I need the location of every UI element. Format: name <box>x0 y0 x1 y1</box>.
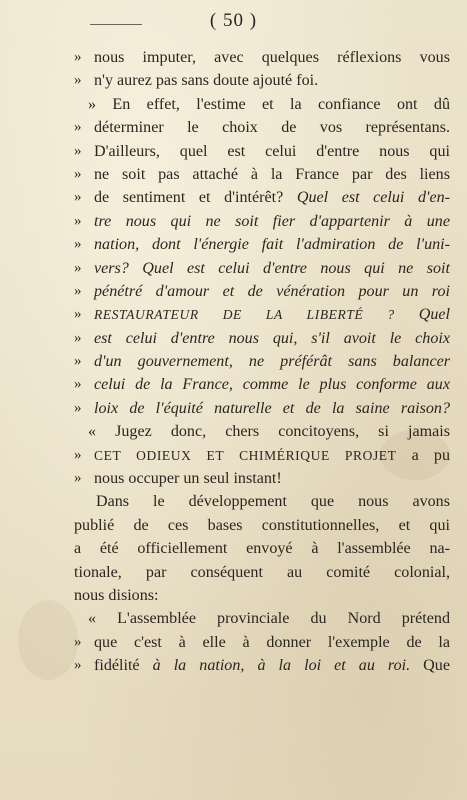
italic-text: loix de l'équité naturelle et de la saine raison? <box>94 399 450 417</box>
text-line <box>74 186 451 209</box>
roman-text: « Jugez donc, chers concitoyens, si jamais <box>88 423 450 441</box>
quote-mark: » <box>74 212 82 229</box>
text-line <box>74 303 450 326</box>
italic-text: RESTAURATEUR DE LA LIBERTÉ ? <box>94 307 419 323</box>
text-line <box>74 584 450 607</box>
roman-text: » En effet, l'estime et la confiance ont dû <box>88 95 450 113</box>
italic-text: tre nous qui ne soit fier d'appartenir à une <box>94 212 450 230</box>
italic-text: d'un gouvernement, ne préférât sans balancer <box>94 353 450 371</box>
quote-mark: » <box>74 72 82 89</box>
text-line <box>74 350 450 373</box>
line-content <box>94 140 450 163</box>
italic-text: nation, dont l'énergie fait l'admiration de l'uni- <box>94 236 450 254</box>
italic-text: est celui d'entre nous qui, s'il avoit le choix <box>94 329 450 347</box>
roman-text: a pu <box>396 446 450 464</box>
quote-mark: » <box>74 119 82 136</box>
quote-mark: » <box>74 446 82 463</box>
line-content <box>94 69 450 92</box>
line-content <box>94 373 450 396</box>
roman-text: tionale, par conséquent au comité colonial, <box>74 563 450 581</box>
line-content <box>94 116 450 139</box>
line-content <box>94 163 450 186</box>
line-content <box>74 420 450 443</box>
roman-text: nous occuper un seul instant! <box>94 470 282 488</box>
text-line <box>74 561 450 584</box>
line-content <box>94 233 450 256</box>
roman-text: nous disions: <box>74 586 159 604</box>
roman-text: que c'est à elle à donner l'exemple de la <box>94 633 450 651</box>
line-content <box>94 210 450 233</box>
italic-text: Quel <box>418 306 450 324</box>
roman-text: Dans le développement que nous avons <box>96 493 450 511</box>
quote-mark: » <box>74 329 82 346</box>
text-line <box>74 327 450 350</box>
text-line <box>94 490 450 513</box>
line-content <box>74 561 450 584</box>
text-line <box>88 420 450 443</box>
quote-mark: » <box>74 189 82 206</box>
line-content <box>74 537 450 560</box>
text-line <box>88 607 450 630</box>
text-line <box>74 631 450 654</box>
text-line <box>74 444 450 467</box>
quote-mark: » <box>74 657 82 674</box>
roman-text: ne soit pas attaché à la France par des liens <box>94 165 450 183</box>
text-line <box>74 233 450 256</box>
roman-text: n'y aurez pas sans doute ajouté foi. <box>94 72 319 90</box>
quote-mark: » <box>74 633 82 650</box>
roman-text: nous imputer, avec quelques réflexions vous <box>94 49 450 66</box>
quote-mark: » <box>74 282 82 299</box>
line-content <box>94 186 450 209</box>
body-text <box>74 46 451 678</box>
text-line <box>74 69 450 92</box>
quote-mark: » <box>74 470 82 487</box>
quote-mark: » <box>74 399 82 416</box>
roman-text: a été officiellement envoyé à l'assemblée na- <box>74 540 450 558</box>
line-content <box>74 584 450 607</box>
text-line <box>88 93 450 116</box>
text-line <box>74 140 450 163</box>
roman-text: fidélité <box>94 657 153 675</box>
text-line <box>74 467 450 490</box>
text-line <box>74 373 450 396</box>
line-content <box>94 467 450 490</box>
text-line <box>74 257 450 280</box>
text-line <box>74 514 450 537</box>
line-content <box>74 490 450 513</box>
quote-mark: » <box>74 306 82 323</box>
roman-text: de sentiment et d'intérêt? <box>94 189 297 207</box>
text-line <box>74 116 450 139</box>
text-line <box>74 46 450 69</box>
roman-text: publié de ces bases constitutionnelles, et qui <box>74 516 450 534</box>
text-line <box>74 537 450 560</box>
quote-mark: » <box>74 353 82 370</box>
quote-mark: » <box>74 376 82 393</box>
quote-mark: » <box>74 236 82 253</box>
roman-text: CET ODIEUX ET CHIMÉRIQUE PROJET <box>94 447 397 463</box>
roman-text: déterminer le choix de vos représentans. <box>94 119 450 137</box>
line-content <box>94 397 450 420</box>
line-content <box>74 93 450 116</box>
line-content <box>74 607 450 630</box>
roman-text: Que <box>410 657 450 675</box>
line-content <box>94 654 450 677</box>
text-line <box>74 210 450 233</box>
italic-text: Quel est celui d'en- <box>296 189 451 207</box>
roman-text: « L'assemblée provinciale du Nord prétend <box>88 610 450 628</box>
quote-mark: » <box>74 49 82 65</box>
line-content <box>94 327 450 350</box>
page-number: ( 50 ) <box>209 10 258 31</box>
italic-text: celui de la France, comme le plus conforme aux <box>94 376 450 394</box>
text-line <box>74 280 450 303</box>
line-content <box>94 257 450 280</box>
italic-text: à la nation, à la loi et au roi. <box>152 657 411 675</box>
text-line <box>74 654 450 677</box>
text-line <box>74 163 450 186</box>
line-content <box>94 444 450 467</box>
line-content <box>94 46 450 69</box>
line-content <box>74 514 450 537</box>
quote-mark: » <box>74 142 82 159</box>
line-content <box>94 280 450 303</box>
italic-text: vers? Quel est celui d'entre nous qui ne soit <box>94 259 450 277</box>
line-content <box>94 303 450 326</box>
text-line <box>74 397 450 420</box>
quote-mark: » <box>74 165 82 182</box>
quote-mark: » <box>74 259 82 276</box>
paper-stain <box>18 600 78 680</box>
italic-text: pénétré d'amour et de vénération pour un roi <box>94 282 450 300</box>
line-content <box>94 631 450 654</box>
roman-text: D'ailleurs, quel est celui d'entre nous qui <box>94 142 450 160</box>
line-content <box>94 350 450 373</box>
